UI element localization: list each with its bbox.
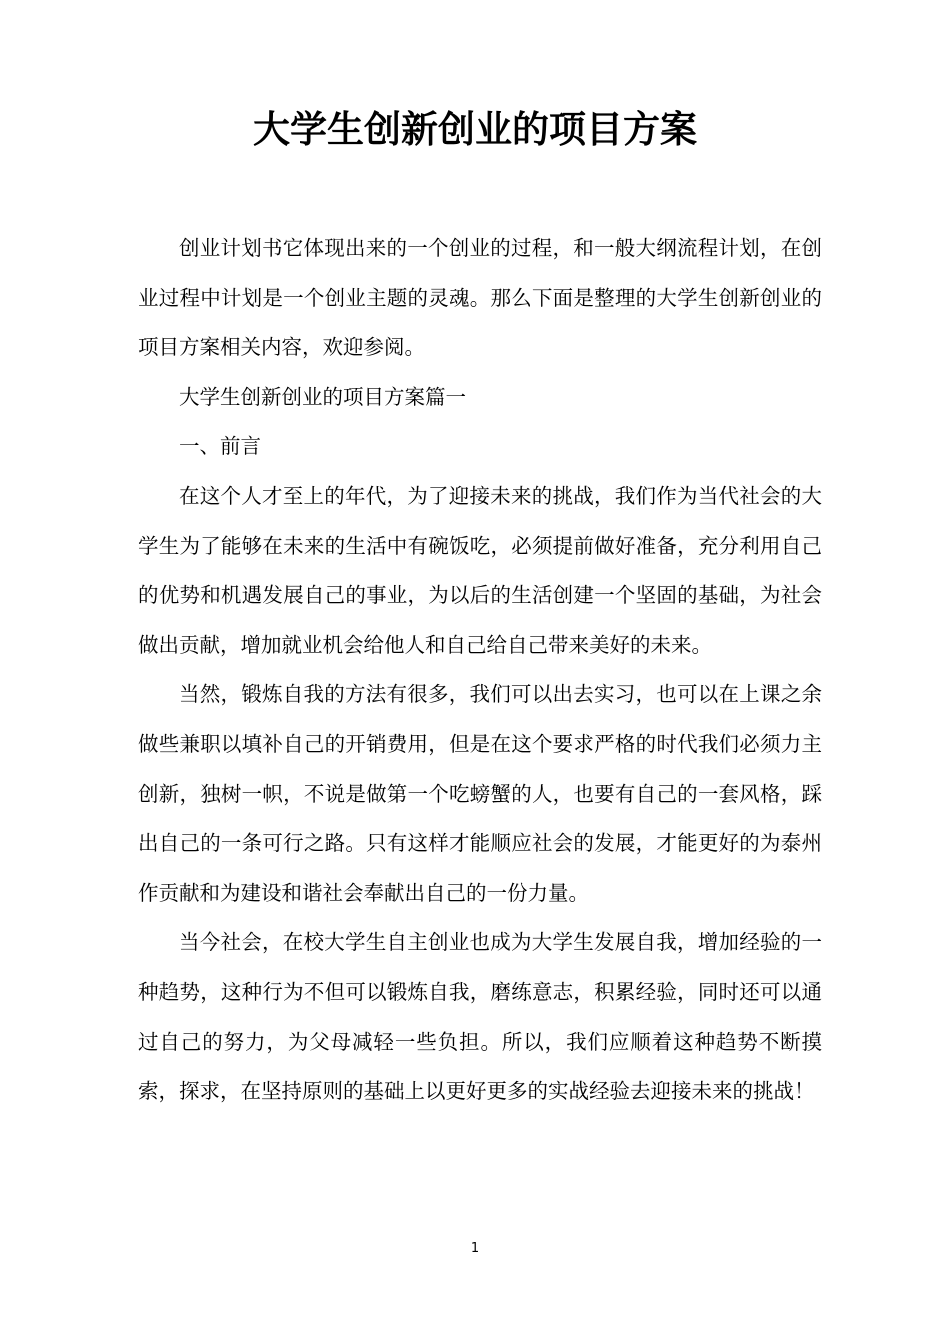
paragraph-intro: 创业计划书它体现出来的一个创业的过程，和一般大纲流程计划，在创业过程中计划是一个创业主题的灵魂。那么下面是整理的大学生创新创业的项目方案相关内容，欢迎参阅。 xyxy=(138,236,822,360)
subsection-heading-preface: 一、前言 xyxy=(179,434,261,459)
paragraph-preface-3: 当今社会，在校大学生自主创业也成为大学生发展自我，增加经验的一种趋势，这种行为不但可以锻炼自我，磨练意志，积累经验，同时还可以通过自己的努力，为父母减轻一些负担。所以，我们应顺着这种趋势不断摸索，探求，在坚持原则的基础上以更好更多的实战经验去迎接未来的挑战！ xyxy=(138,930,822,1104)
section-heading: 大学生创新创业的项目方案篇一 xyxy=(179,384,466,409)
document-body xyxy=(138,224,822,1117)
paragraph-preface-1: 在这个人才至上的年代，为了迎接未来的挑战，我们作为当代社会的大学生为了能够在未来的生活中有碗饭吃，必须提前做好准备，充分利用自己的优势和机遇发展自己的事业，为以后的生活创建一个坚固的基础，为社会做出贡献，增加就业机会给他人和自己给自己带来美好的未来。 xyxy=(138,483,822,657)
document-title: 大学生创新创业的项目方案 xyxy=(253,108,697,151)
paragraph-preface-2: 当然，锻炼自我的方法有很多，我们可以出去实习，也可以在上课之余做些兼职以填补自己的开销费用，但是在这个要求严格的时代我们必须力主创新，独树一帜，不说是做第一个吃螃蟹的人，也要有自己的一套风格，踩出自己的一条可行之路。只有这样才能顺应社会的发展，才能更好的为泰州作贡献和为建设和谐社会奉献出自己的一份力量。 xyxy=(138,682,822,905)
page-number: 1 xyxy=(470,1241,480,1256)
